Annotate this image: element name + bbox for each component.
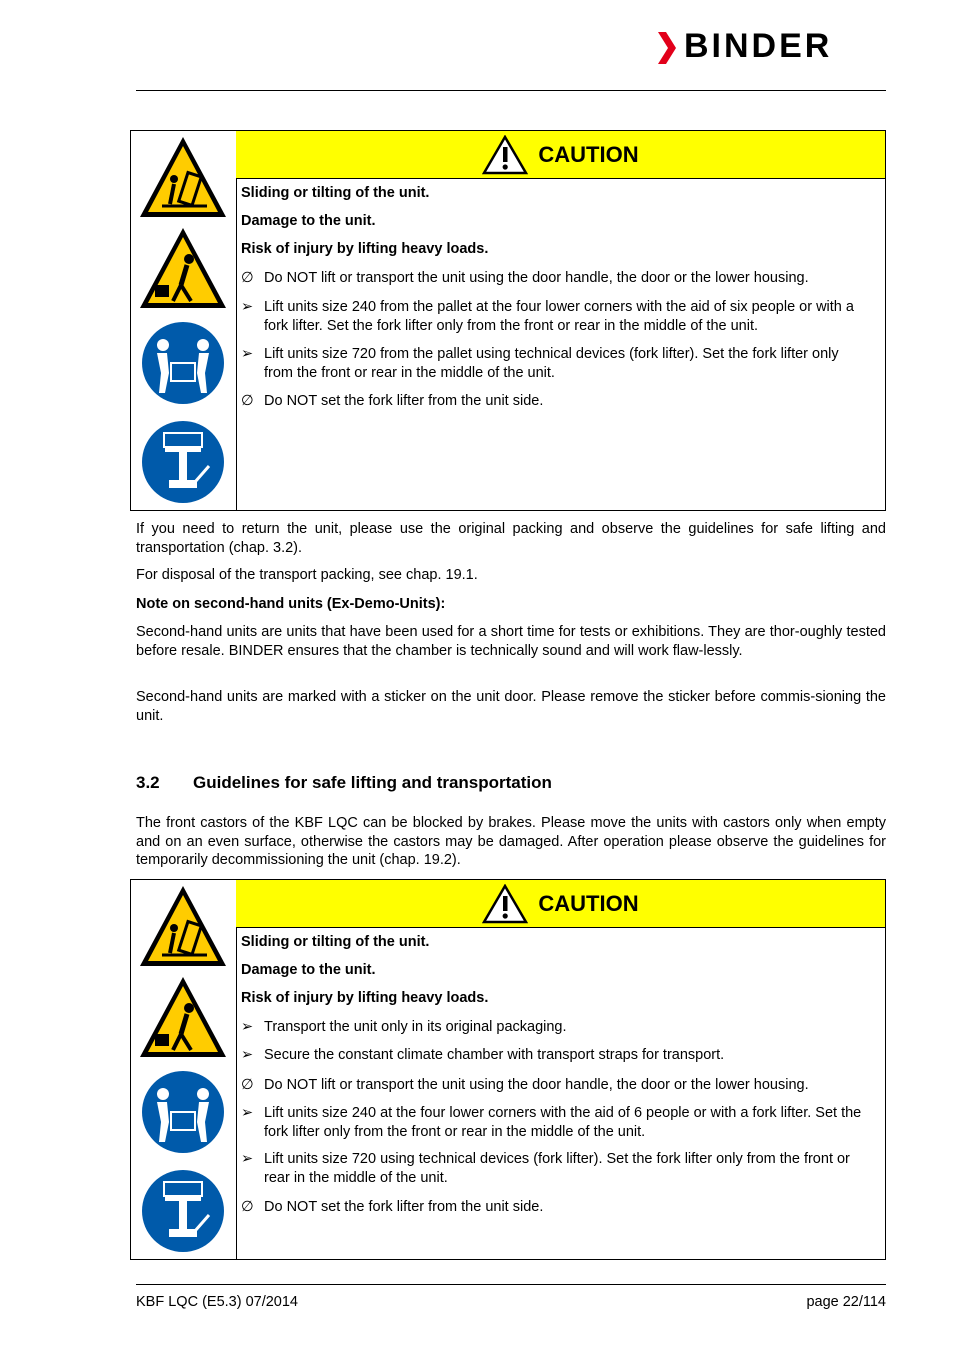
tilting-warning-icon (137, 883, 229, 969)
two-person-lift-icon (137, 1066, 229, 1158)
bullet-arrow-symbol: ➢ (241, 1047, 254, 1063)
binder-logo (656, 27, 888, 66)
instruction-text: Do NOT lift or transport the unit using the door handle, the door or the lower housing. (264, 270, 809, 286)
instruction-item (241, 1018, 871, 1037)
paragraph-castors: The front castors of the KBF LQC can be blocked by brakes. Please move the units with castors only when empty and on an even surface, otherwise the castors may be damaged. After operation please observe the guidelines for temporarily decommissioning the unit (chap. 19.2). (136, 815, 886, 868)
prohibition-symbol: ∅ (241, 1077, 254, 1093)
paragraph-second-hand-1: Second-hand units are units that have been used for a short time for tests or exhibitions. They are thor-oughly tested before resale. BINDER ensures that the chamber is technically sound and will work flaw-lessly. (136, 624, 886, 659)
section-heading (136, 773, 552, 793)
heavy-load-warning-icon (137, 974, 229, 1060)
instruction-text: Do NOT set the fork lifter from the unit side. (264, 393, 544, 409)
forklift-usage-icon (137, 1165, 229, 1257)
hazard-line: Risk of injury by lifting heavy loads. (241, 990, 489, 1006)
two-person-lift-icon (137, 317, 229, 409)
caution-banner (236, 131, 885, 179)
prohibition-symbol: ∅ (241, 1199, 254, 1215)
header-rule (136, 90, 886, 91)
footer-rule (136, 1284, 886, 1285)
caution-triangle-icon (482, 884, 528, 924)
hazard-line: Risk of injury by lifting heavy loads. (241, 241, 489, 257)
paragraph-disposal: For disposal of the transport packing, see chap. 19.1. (136, 567, 478, 583)
paragraph-return-unit: If you need to return the unit, please use the original packing and observe the guidelines for safe lifting and transportation (chap. 3.2). (136, 521, 886, 556)
instruction-item (241, 298, 871, 335)
bullet-arrow-symbol: ➢ (241, 299, 254, 315)
instruction-text: Lift units size 240 from the pallet at the four lower corners with the aid of six people or with a fork lifter. Set the fork lifter only from the front or rear in the middle of the unit. (264, 299, 854, 334)
tilting-warning-icon (137, 134, 229, 220)
footer-page-number: page 22/114 (806, 1294, 886, 1310)
instruction-item (241, 1046, 871, 1065)
heavy-load-warning-icon (137, 225, 229, 311)
bullet-arrow-symbol: ➢ (241, 1151, 254, 1167)
bullet-arrow-symbol: ➢ (241, 346, 254, 362)
instruction-text: Transport the unit only in its original packaging. (264, 1019, 567, 1035)
instruction-text: Secure the constant climate chamber with transport straps for transport. (264, 1047, 725, 1063)
section-title: Guidelines for safe lifting and transportation (193, 773, 552, 792)
instruction-text: Lift units size 720 using technical devices (fork lifter). Set the fork lifter only from the front or rear in the middle of the unit. (264, 1151, 850, 1186)
paragraph-second-hand-2: Second-hand units are marked with a sticker on the unit door. Please remove the sticker before commis-sioning the unit. (136, 689, 886, 724)
hazard-line: Sliding or tilting of the unit. (241, 934, 430, 950)
instruction-item (241, 1104, 871, 1141)
instruction-item (241, 1076, 871, 1095)
instruction-text: Do NOT set the fork lifter from the unit side. (264, 1199, 544, 1215)
section-number: 3.2 (136, 773, 160, 792)
instruction-item (241, 269, 871, 288)
instruction-item (241, 392, 871, 411)
caution-triangle-icon (482, 135, 528, 175)
instruction-item (241, 1150, 871, 1187)
caution-banner (236, 880, 885, 928)
caution-box-2 (130, 879, 886, 1260)
safety-icons-column (131, 880, 237, 1259)
forklift-usage-icon (137, 416, 229, 508)
note-heading: Note on second-hand units (Ex-Demo-Units): (136, 596, 446, 612)
hazard-line: Damage to the unit. (241, 213, 376, 229)
bullet-arrow-symbol: ➢ (241, 1105, 254, 1121)
hazard-line: Damage to the unit. (241, 962, 376, 978)
brand-name: BINDER (684, 27, 833, 65)
footer-doc-id: KBF LQC (E5.3) 07/2014 (136, 1294, 298, 1310)
bullet-arrow-symbol: ➢ (241, 1019, 254, 1035)
instruction-text: Lift units size 720 from the pallet using technical devices (fork lifter). Set the fork lifter only from the front or rear in the middle of the unit. (264, 346, 839, 381)
prohibition-symbol: ∅ (241, 270, 254, 286)
instruction-item (241, 345, 871, 382)
hazard-line: Sliding or tilting of the unit. (241, 185, 430, 201)
safety-icons-column (131, 131, 237, 510)
caution-title: CAUTION (538, 141, 639, 167)
instruction-text: Lift units size 240 at the four lower corners with the aid of 6 people or with a fork lifter. Set the fork lifter only from the front or rear in the middle of the unit. (264, 1105, 862, 1140)
caution-title: CAUTION (538, 890, 639, 916)
instruction-item (241, 1198, 871, 1217)
instruction-text: Do NOT lift or transport the unit using the door handle, the door or the lower housing. (264, 1077, 809, 1093)
caution-box-1 (130, 130, 886, 511)
binder-arrow-icon (656, 30, 682, 66)
prohibition-symbol: ∅ (241, 393, 254, 409)
